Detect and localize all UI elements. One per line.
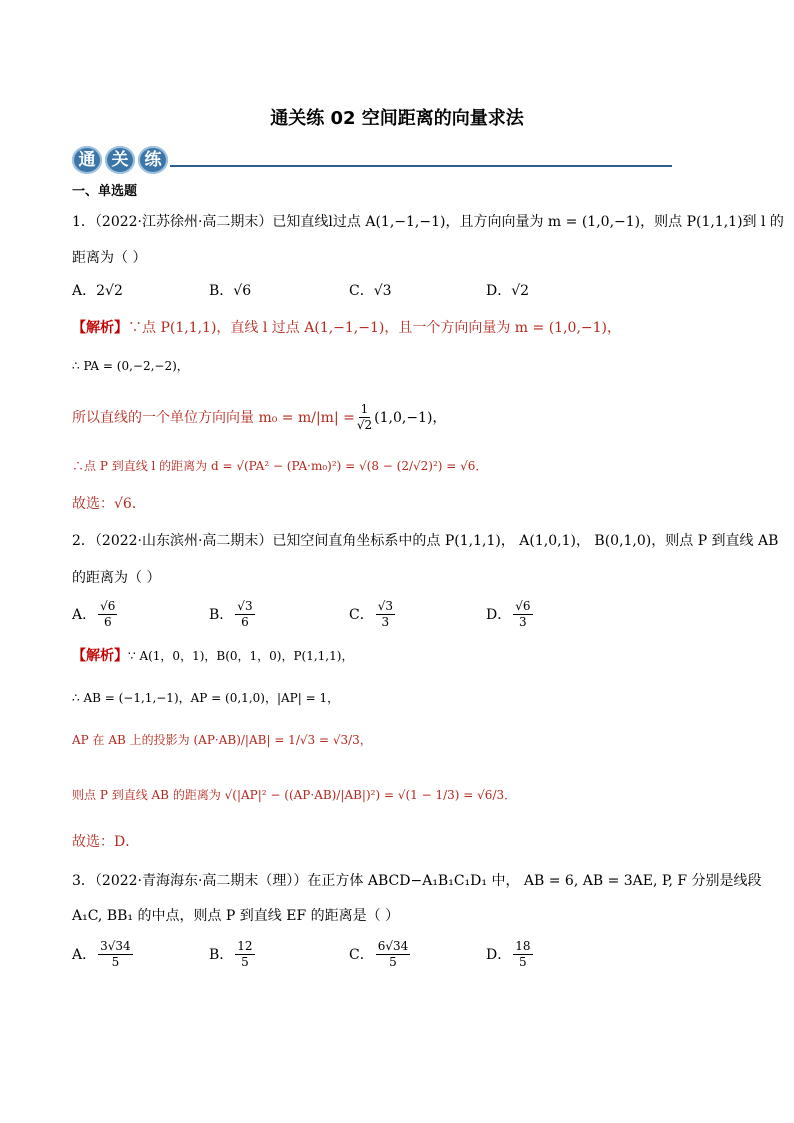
- q2-option-c-fraction: [376, 599, 395, 630]
- section-banner: [72, 146, 672, 174]
- q3-option-d: [486, 934, 535, 974]
- q1-stem-line2: 距离为（ ）: [72, 250, 147, 266]
- q2-option-d: [486, 594, 535, 634]
- q2-option-a-den: 6: [103, 614, 112, 629]
- q3-options: [72, 934, 672, 974]
- q2-option-a: [72, 594, 119, 634]
- q1-sol3b: (1,0,−1)，: [374, 409, 447, 426]
- q2-options: [72, 594, 672, 634]
- q2-option-a-label: A．: [72, 607, 97, 623]
- q3-option-b-den: 5: [241, 954, 249, 969]
- q1-answer: 故选：√6．: [72, 496, 146, 512]
- page-title: 通关练 02 空间距离的向量求法: [270, 108, 524, 129]
- q1-option-a: A．2√2: [72, 283, 123, 299]
- q2-option-d-den: 3: [519, 614, 527, 629]
- banner-char-3: 练: [138, 146, 168, 174]
- section-heading: 一、单选题: [72, 184, 138, 199]
- q3-option-b-fraction: [235, 939, 254, 970]
- q1-sol3a: 所以直线的一个单位方向向量 m₀ = m/|m| =: [72, 409, 355, 426]
- q2-stem-line1: 2．（2022·山东滨州·高二期末）已知空间直角坐标系中的点 P(1,1,1)， A(1,0,1)， B(0,1,0)，则点 P 到直线 AB: [72, 533, 779, 549]
- q2-stem-line2: 的距离为（ ）: [72, 570, 161, 586]
- q2-option-c-num: √3: [377, 598, 393, 613]
- q2-option-a-num: √6: [100, 598, 116, 613]
- q3-option-a-num: 3√34: [100, 938, 131, 953]
- banner-rule: [170, 165, 672, 167]
- q1-options: [72, 270, 672, 310]
- q1-option-d: D．√2: [486, 283, 530, 299]
- q3-option-a-label: A．: [72, 947, 97, 963]
- banner-char-2: 关: [105, 146, 135, 174]
- q1-option-c: C．√3: [349, 283, 392, 299]
- q2-option-d-fraction: [513, 599, 532, 630]
- q2-sol4: 则点 P 到直线 AB 的距离为 √(|AP|² − ((AP·AB)/|AB|)²) = √(1 − 1/3) = √6/3．: [72, 788, 517, 802]
- q2-option-c-den: 3: [381, 614, 390, 629]
- q1-sol1: ∵点 P(1,1,1)，直线 l 过点 A(1,−1,−1)，且一个方向向量为 m = (1,0,−1)，: [128, 320, 621, 336]
- banner-char-1: 通: [72, 146, 102, 174]
- q1-solution-line3: [72, 402, 732, 433]
- q2-sol3: AP 在 AB 上的投影为 (AP·AB)/|AB| = 1/√3 = √3/3，: [72, 733, 372, 747]
- q2-sol1: ∵ A(1，0，1)，B(0，1，0)，P(1,1,1)，: [128, 649, 354, 663]
- q1-stem-line1: 1．（2022·江苏徐州·高二期末）已知直线l过点 A(1,−1,−1)，且方向向量为 m = (1,0,−1)，则点 P(1,1,1)到 l 的: [72, 214, 784, 230]
- q2-option-d-num: √6: [515, 598, 531, 613]
- q3-stem-line2: A₁C, BB₁ 的中点，则点 P 到直线 EF 的距离是（ ）: [72, 908, 400, 924]
- q2-option-b-label: B．: [209, 607, 234, 623]
- q3-option-d-label: D．: [486, 947, 512, 963]
- q3-option-c-label: C．: [349, 947, 374, 963]
- q2-sol2: ∴ AB = (−1,1,−1)，AP = (0,1,0)，|AP| = 1，: [72, 691, 340, 705]
- q3-option-d-num: 18: [515, 938, 531, 953]
- q3-stem-line1: 3．（2022·青海海东·高二期末（理））在正方体 ABCD−A₁B₁C₁D₁ 中， AB = 6, AB = 3AE, P, F 分别是线段: [72, 873, 762, 889]
- q3-option-a-fraction: [98, 939, 133, 970]
- q1-solution-tag: 【解析】: [72, 320, 128, 336]
- q2-option-b-num: √3: [237, 598, 253, 613]
- q1-unit-fraction: $\frac{1}{√2}$: [356, 402, 373, 432]
- q2-option-c-label: C．: [349, 607, 374, 623]
- q3-option-c-den: 5: [389, 954, 397, 969]
- q1-sol4: ∴点 P 到直线 l 的距离为 d = √(PA² − (PA·m₀)²) = √(8 − (2/√2)²) = √6．: [72, 459, 488, 473]
- q1-sol2: ∴ PA = (0,−2,−2)，: [72, 359, 189, 373]
- q2-option-b-den: 6: [241, 614, 249, 629]
- q2-option-b: [209, 594, 257, 634]
- q2-option-c: [349, 594, 397, 634]
- q2-option-b-fraction: [235, 599, 254, 630]
- q3-option-a: [72, 934, 135, 974]
- q2-option-d-label: D．: [486, 607, 512, 623]
- q3-option-c-num: 6√34: [377, 938, 409, 953]
- q3-option-b-label: B．: [209, 947, 234, 963]
- q3-option-b: [209, 934, 257, 974]
- q3-option-d-fraction: [513, 939, 532, 970]
- q2-solution-line1: [72, 646, 732, 666]
- q3-option-a-den: 5: [111, 954, 120, 969]
- q1-option-b: B．√6: [209, 283, 252, 299]
- q3-option-b-num: 12: [237, 938, 253, 953]
- q3-option-c-fraction: [376, 939, 411, 970]
- q2-answer: 故选：D．: [72, 834, 140, 850]
- q2-option-a-fraction: [98, 599, 117, 630]
- q3-option-c: [349, 934, 412, 974]
- q1-solution-line1: [72, 318, 732, 338]
- q2-solution-tag: 【解析】: [72, 648, 128, 664]
- q3-option-d-den: 5: [519, 954, 527, 969]
